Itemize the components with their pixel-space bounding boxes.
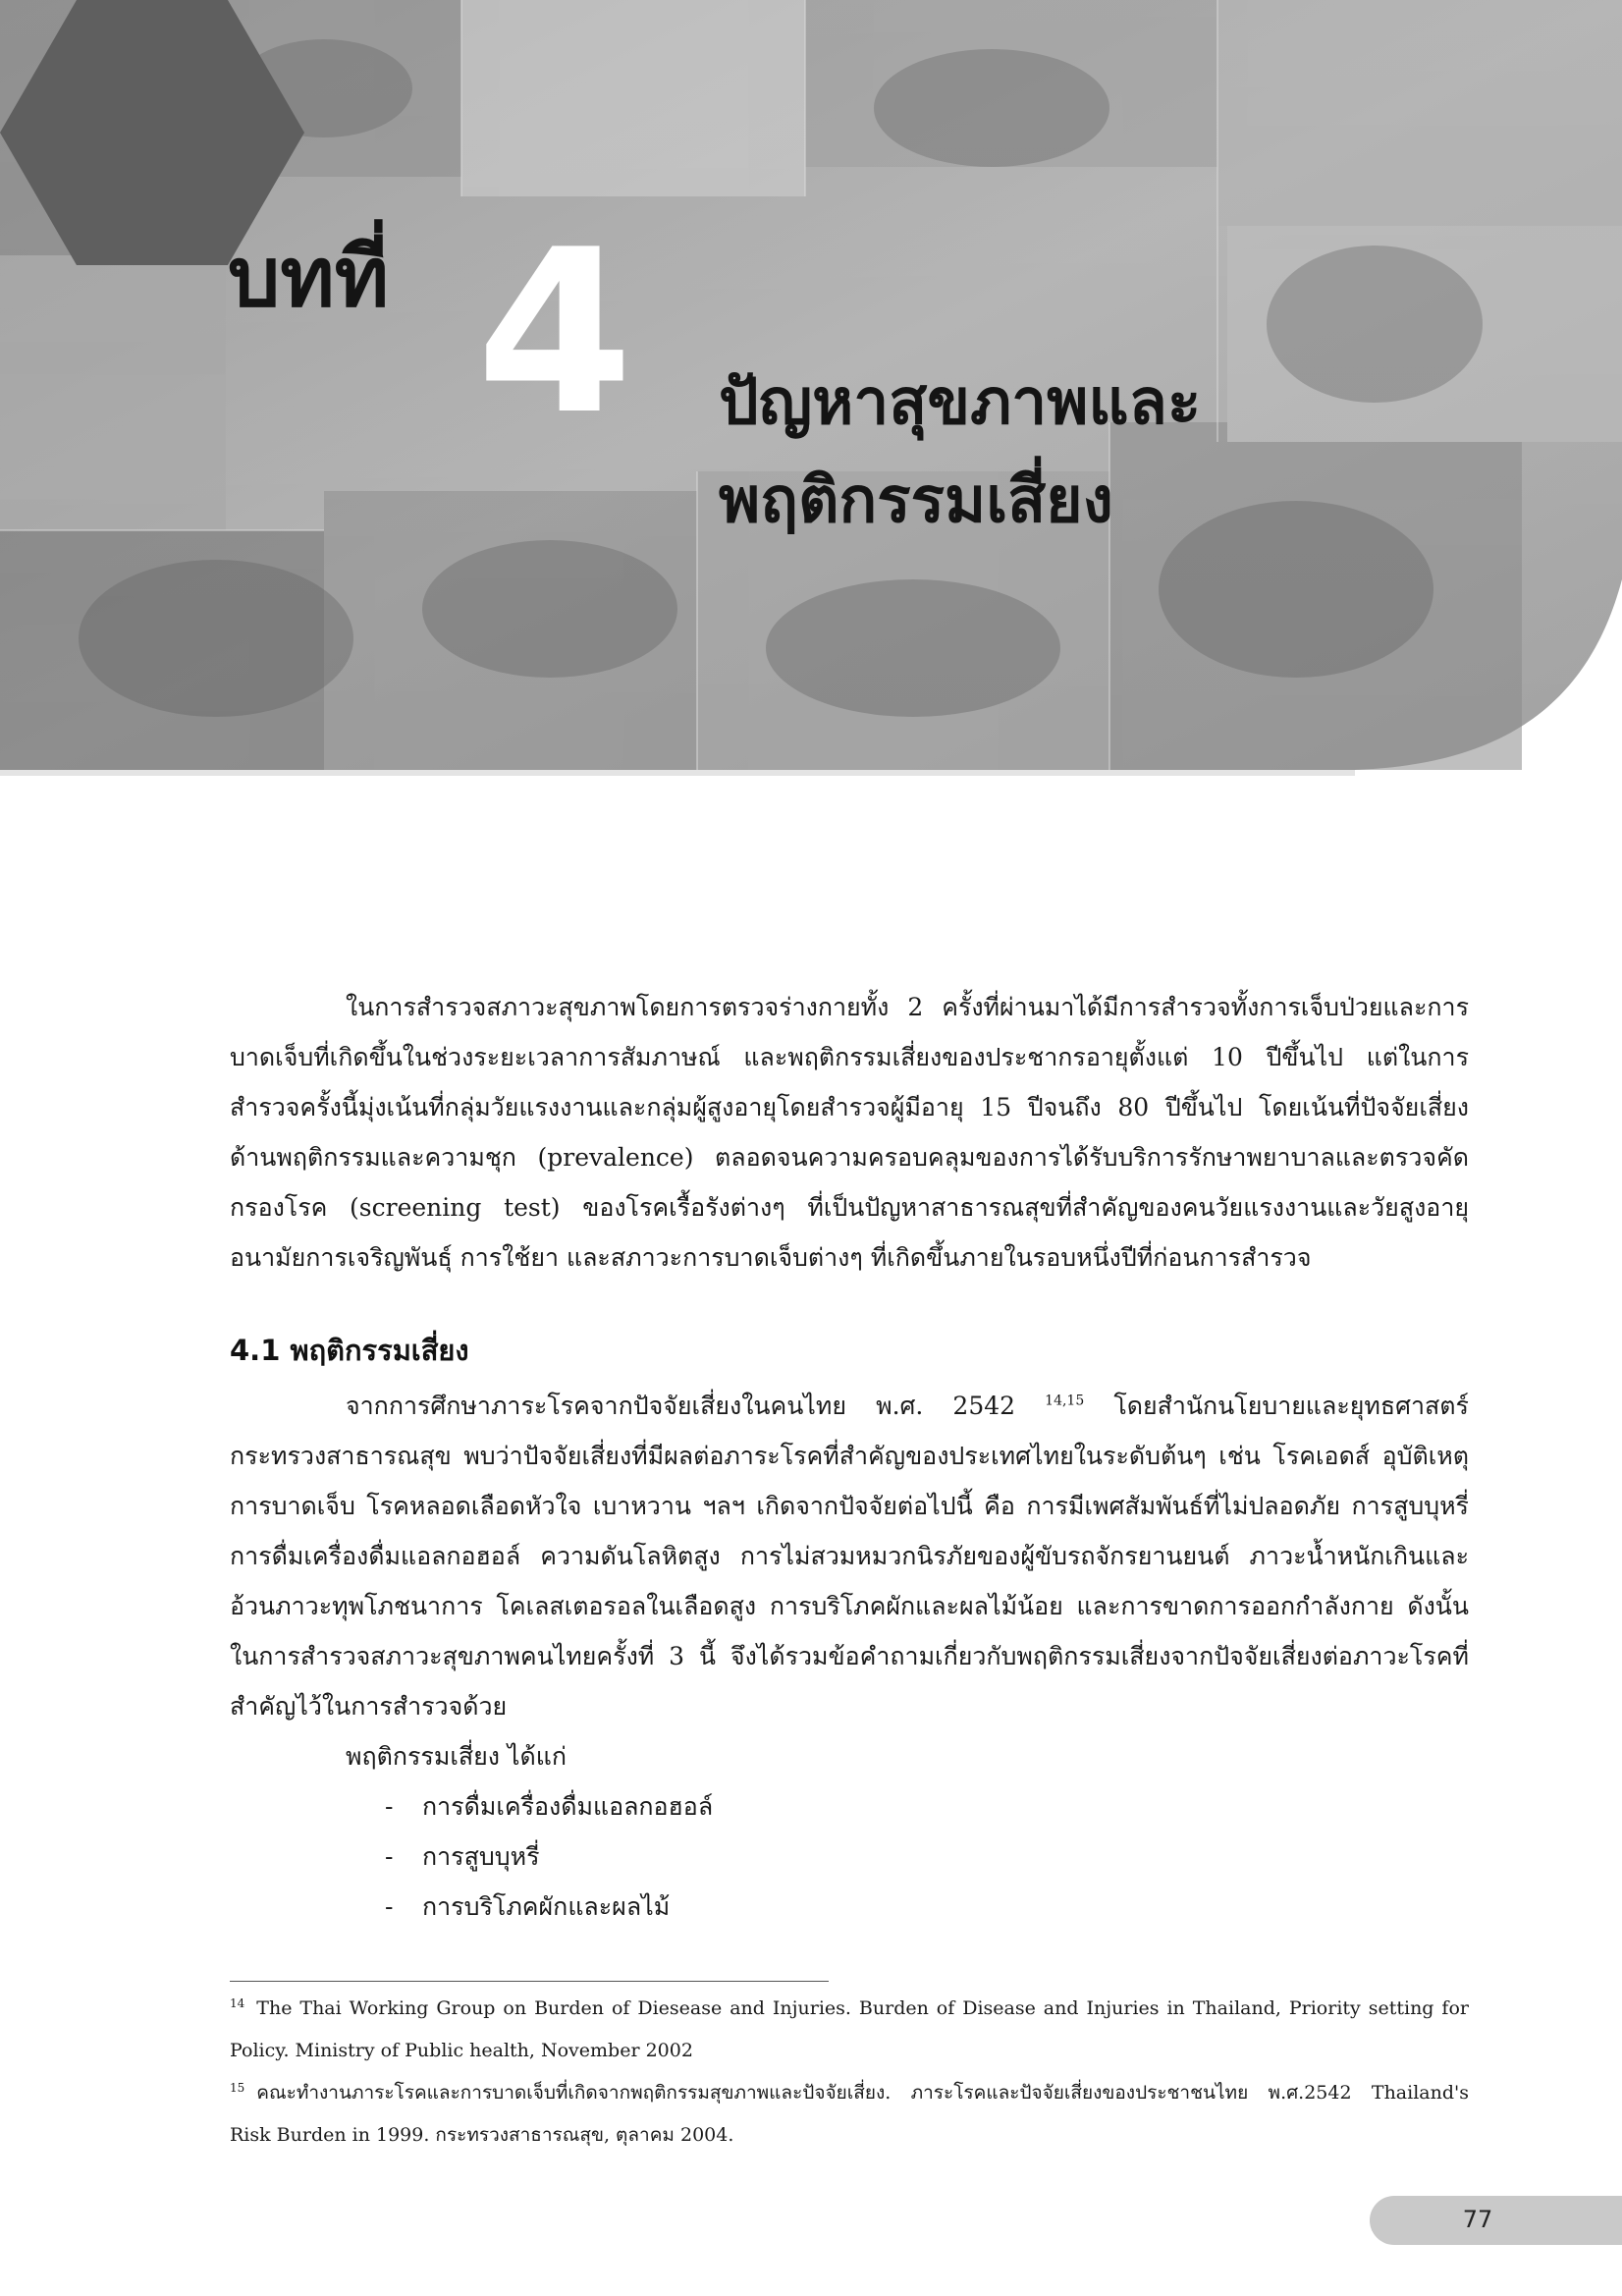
list-item bbox=[230, 1882, 1469, 1932]
chapter-label: บทที่ bbox=[228, 229, 390, 325]
footnote-15 bbox=[230, 2072, 1469, 2157]
list-item-text: การบริโภคผักและผลไม้ bbox=[422, 1892, 671, 1921]
chapter-title-line-2: พฤติกรรมเสี่ยง bbox=[719, 465, 1113, 537]
footnote-mark: 14 bbox=[230, 1995, 245, 2010]
footnote-reference: 14,15 bbox=[1045, 1393, 1085, 1409]
footnote-text: The Thai Working Group on Burden of Diesease and Injuries. Burden of Disease and Injuries in Thailand, Priority setting for Policy. Ministry of Public health, November 2002 bbox=[230, 1997, 1469, 2061]
footnote-text: คณะทำงานภาระโรคและการบาดเจ็บที่เกิดจากพฤติกรรมสุขภาพและปัจจัยเสี่ยง. ภาระโรคและปัจจัยเสี่ยงของประชาชนไทย พ.ศ.2542 Thailand's Risk Burden in 1999. กระทรวงสาธารณสุข, ตุลาคม 2004. bbox=[230, 2082, 1469, 2146]
section-paragraph-text: จากการศึกษาภาระโรคจากปัจจัยเสี่ยงในคนไทย พ.ศ. 2542 bbox=[346, 1392, 1016, 1420]
section-heading: 4.1 พฤติกรรมเสี่ยง bbox=[230, 1334, 469, 1367]
footnotes bbox=[230, 1988, 1469, 2157]
risk-behaviour-list bbox=[230, 1781, 1469, 1932]
list-item-text: การสูบบุหรี่ bbox=[422, 1842, 540, 1871]
list-item-text: การดื่มเครื่องดื่มแอลกอฮอล์ bbox=[422, 1792, 714, 1821]
list-item bbox=[230, 1781, 1469, 1831]
chapter-title-line-1: ปัญหาสุขภาพและ bbox=[719, 366, 1202, 439]
footnote-mark: 15 bbox=[230, 2080, 245, 2095]
chapter-banner bbox=[0, 0, 1622, 786]
footnote-14 bbox=[230, 1988, 1469, 2072]
footnote-divider bbox=[230, 1981, 829, 1982]
bullet-dash: - bbox=[385, 1892, 394, 1921]
section-paragraph-text-cont: โดยสำนักนโยบายและยุทธศาสตร์กระทรวงสาธารณสุข พบว่าปัจจัยเสี่ยงที่มีผลต่อภาระโรคที่สำคัญของประเทศไทยในระดับต้นๆ เช่น โรคเอดส์ อุบัติเหตุการบาดเจ็บ โรคหลอดเลือดหัวใจ เบาหวาน ฯลฯ เกิดจากปัจจัยต่อไปนี้ คือ การมีเพศสัมพันธ์ที่ไม่ปลอดภัย การสูบบุหรี่การดื่มเครื่องดื่มแอลกอฮอล์ ความดันโลหิตสูง การไม่สวมหมวกนิรภัยของผู้ขับรถจักรยานยนต์ ภาวะน้ำหนักเกินและอ้วนภาวะทุพโภชนาการ โคเลสเตอรอลในเลือดสูง การบริโภคผักและผลไม้น้อย และการขาดการออกกำลังกาย ดังนั้นในการสำรวจสภาวะสุขภาพคนไทยครั้งที่ 3 นี้ จึงได้รวมข้อคำถามเกี่ยวกับพฤติกรรมเสี่ยงจากปัจจัยเสี่ยงต่อภาวะโรคที่สำคัญไว้ในการสำรวจด้วย bbox=[230, 1392, 1469, 1721]
chapter-title bbox=[719, 354, 1201, 550]
section-paragraph bbox=[230, 1381, 1469, 1731]
chapter-number: 4 bbox=[475, 202, 634, 465]
list-item bbox=[230, 1831, 1469, 1882]
chapter-number-hexagon bbox=[0, 0, 304, 265]
bullet-dash: - bbox=[385, 1792, 394, 1821]
risk-list-lead: พฤติกรรมเสี่ยง ได้แก่ bbox=[346, 1742, 567, 1771]
bullet-dash: - bbox=[385, 1842, 394, 1871]
intro-paragraph: ในการสำรวจสภาวะสุขภาพโดยการตรวจร่างกายทั้ง 2 ครั้งที่ผ่านมาได้มีการสำรวจทั้งการเจ็บป่วยและการบาดเจ็บที่เกิดขึ้นในช่วงระยะเวลาการสัมภาษณ์ และพฤติกรรมเสี่ยงของประชากรอายุตั้งแต่ 10 ปีขึ้นไป แต่ในการสำรวจครั้งนี้มุ่งเน้นที่กลุ่มวัยแรงงานและกลุ่มผู้สูงอายุโดยสำรวจผู้มีอายุ 15 ปีจนถึง 80 ปีขึ้นไป โดยเน้นที่ปัจจัยเสี่ยงด้านพฤติกรรมและความชุก (prevalence) ตลอดจนความครอบคลุมของการได้รับบริการรักษาพยาบาลและตรวจคัดกรองโรค (screening test) ของโรคเรื้อรังต่างๆ ที่เป็นปัญหาสาธารณสุขที่สำคัญของคนวัยแรงงานและวัยสูงอายุ อนามัยการเจริญพันธุ์ การใช้ยา และสภาวะการบาดเจ็บต่างๆ ที่เกิดขึ้นภายในรอบหนึ่งปีที่ก่อนการสำรวจ bbox=[230, 993, 1469, 1272]
page-number: 77 bbox=[1462, 2206, 1493, 2233]
chapter-body bbox=[230, 982, 1469, 1932]
